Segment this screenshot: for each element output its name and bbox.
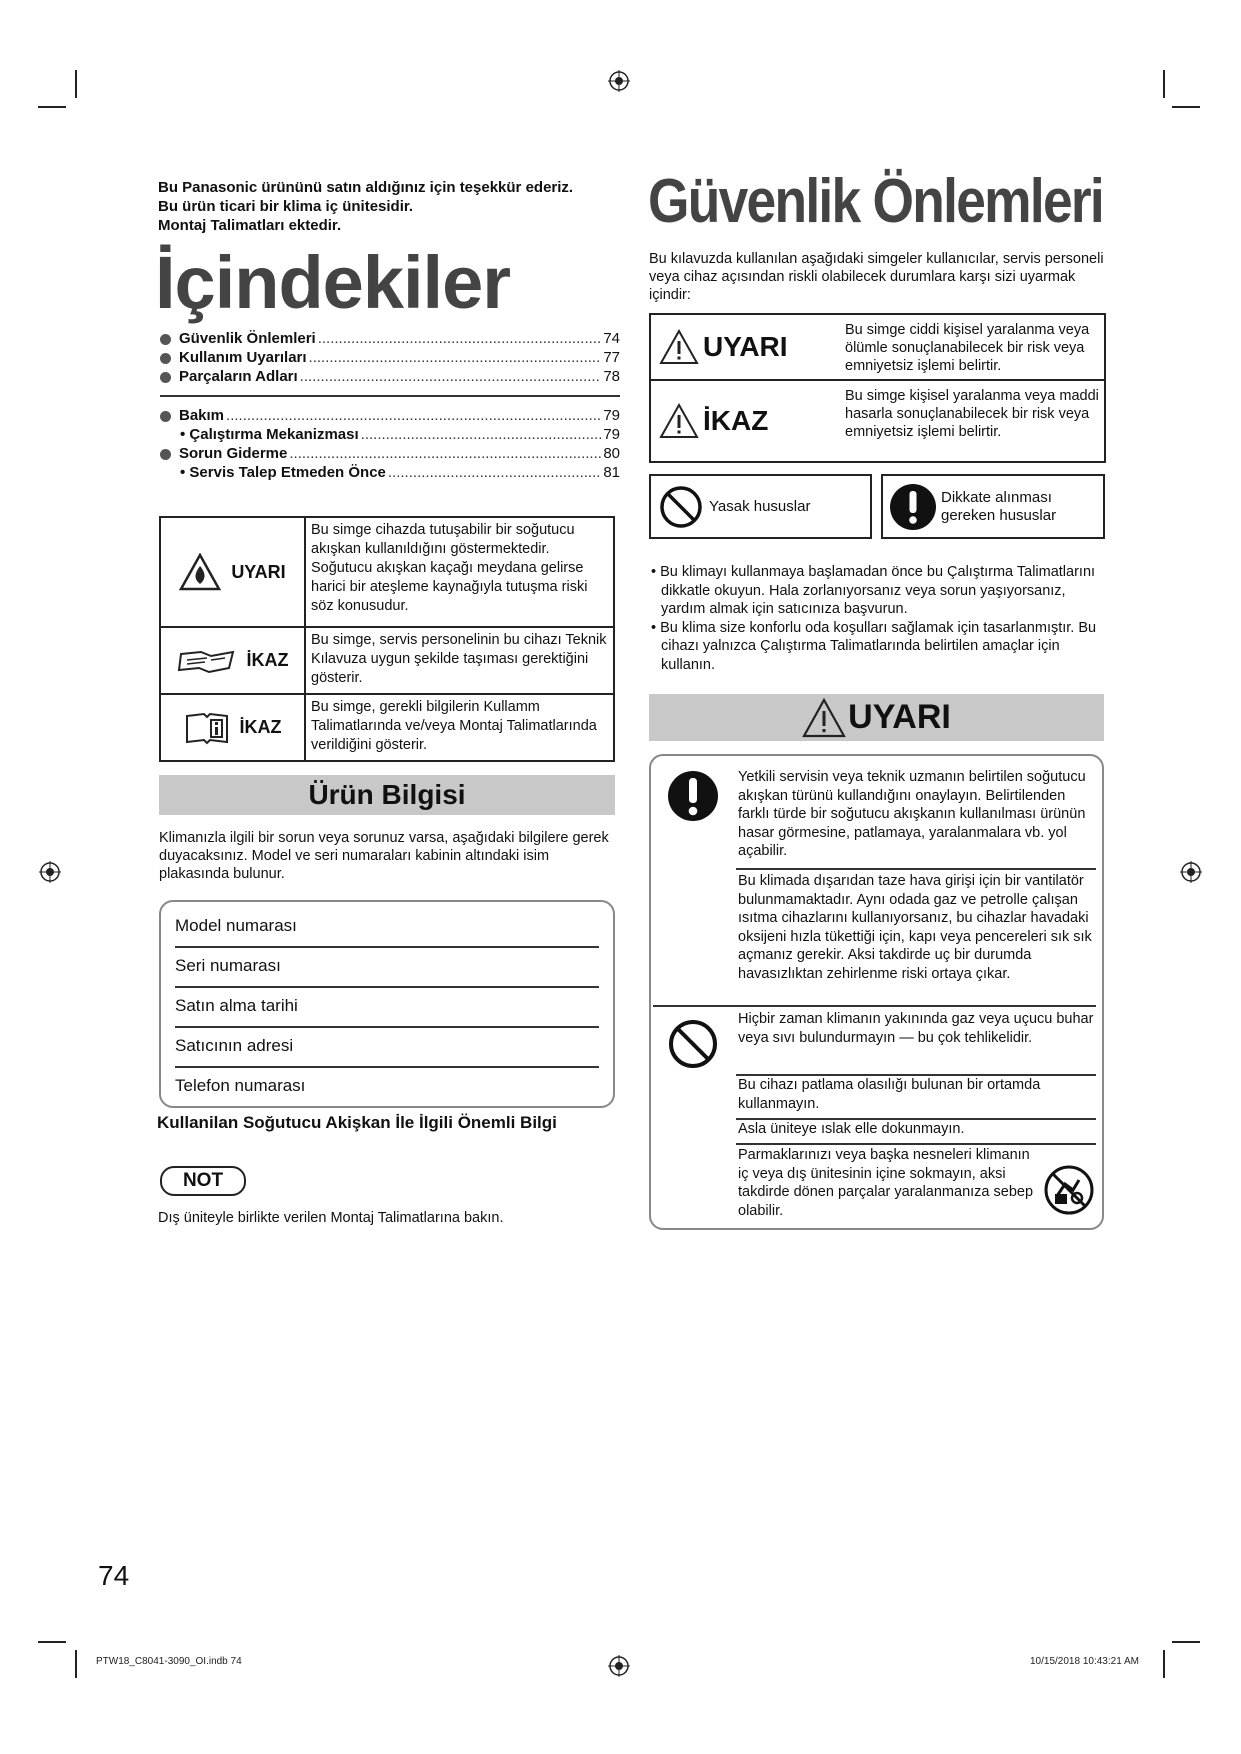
symbol-label: İKAZ: [246, 650, 289, 670]
crop-mark: [38, 1641, 66, 1643]
signal-label: İKAZ: [703, 405, 769, 436]
crop-mark: [1163, 70, 1165, 98]
crop-mark: [1163, 1650, 1165, 1678]
bullet-icon: [160, 372, 171, 383]
crop-mark: [1172, 106, 1200, 108]
bullet-icon: [160, 334, 171, 345]
footer-date: 10/15/2018 10:43:21 AM: [1030, 1656, 1139, 1667]
note-badge: NOT: [160, 1166, 246, 1196]
symbol-description: Bu simge, servis personelinin bu cihazı Teknik Kılavuza uygun şekilde taşıması gerektiğini gösterir.: [311, 632, 607, 686]
toc-item[interactable]: Bakım ..... 79: [160, 407, 620, 426]
crop-mark: [75, 70, 77, 98]
symbol-description: Bu simge cihazda tutuşabilir bir soğutucu akışkan kullanıldığını göstermektedir. Soğutucu akışkan kaçağı meydana gelirse harici bir ateşleme kaynağıyla tutuşma riski söz konusudur.: [311, 522, 588, 614]
warning-divider: [653, 1005, 1096, 1007]
warning-divider: [736, 1143, 1096, 1145]
registration-mark-icon: [608, 70, 630, 92]
refrigerant-heading: Kullanilan Soğutucu Akişkan İle İlgili Önemli Bilgi: [157, 1113, 557, 1132]
mandatory-action-icon: [667, 770, 719, 822]
warning-item: Parmaklarınızı veya başka nesneleri klimanın iç veya dış ünitesinin içine sokmayın, aksi takdirde dönen parçalar yaralanmanıza sebep olabilir.: [738, 1147, 1034, 1219]
prohibited-icon: [667, 1018, 719, 1070]
bullet-icon: [160, 449, 171, 460]
safety-intro: Bu kılavuzda kullanılan aşağıdaki simgeler kullanıcılar, servis personeli veya cihaz açısından riskli olabilecek durumlara karşı sizi uyarmak içindir:: [649, 251, 1104, 303]
no-fingers-fan-icon: [1043, 1164, 1095, 1216]
signal-row: [651, 379, 1104, 461]
attention-legend: [881, 474, 1105, 539]
symbol-row: [161, 693, 613, 760]
prohibited-legend: [649, 474, 872, 539]
signal-row: [651, 315, 1104, 379]
toc-item[interactable]: Sorun Giderme ..... 80: [160, 445, 620, 464]
symbol-description: Bu simge, gerekli bilgilerin Kullamm Talimatlarında ve/veya Montaj Talimatlarında verildiğini gösterir.: [311, 699, 597, 753]
caution-triangle-icon: [659, 403, 699, 439]
prohibited-label: Yasak hususlar: [709, 497, 811, 515]
product-info-heading: Ürün Bilgisi: [159, 775, 615, 815]
toc-item[interactable]: Güvenlik Önlemleri ..... 74: [160, 330, 620, 349]
table-of-contents: [160, 330, 620, 483]
prohibited-icon: [659, 485, 703, 529]
usage-notes: [649, 563, 1109, 674]
phone-number-field[interactable]: Telefon numarası: [175, 1076, 306, 1095]
intro-line: Montaj Talimatları ektedir.: [158, 217, 342, 234]
warning-item: Yetkili servisin veya teknik uzmanın belirtilen soğutucu akışkan türünü kullandığını onaylayın. Belirtilenden farklı türde bir soğutucu akışkanın kullanılması ürünün hasar görmesine, patlamaya, yaralanmalara vb. yol açabilir.: [738, 769, 1086, 859]
signal-description: Bu simge kişisel yaralanma veya maddi hasarla sonuçlanabilecek bir risk veya emniyetsiz işlemi belirtir.: [845, 388, 1099, 440]
service-manual-icon: [177, 646, 237, 676]
dealer-address-field[interactable]: Satıcının adresi: [175, 1028, 599, 1068]
purchase-date-field[interactable]: Satın alma tarihi: [175, 988, 599, 1028]
warning-item: Asla üniteye ıslak elle dokunmayın.: [738, 1121, 965, 1137]
footer-file: PTW18_C8041-3090_OI.indb 74: [96, 1656, 242, 1667]
flammable-warning-icon: [179, 553, 221, 591]
warning-item: Bu cihazı patlama olasılığı bulunan bir ortamda kullanmayın.: [738, 1077, 1041, 1112]
signal-words-table: [649, 313, 1106, 463]
warning-triangle-icon: [802, 698, 846, 738]
toc-item[interactable]: Kullanım Uyarıları ..... 77: [160, 349, 620, 368]
warning-triangle-icon: [659, 329, 699, 365]
signal-description: Bu simge ciddi kişisel yaralanma veya ölümle sonuçlanabilecek bir risk veya emniyetsiz işlemi belirtir.: [845, 322, 1090, 374]
crop-mark: [75, 1650, 77, 1678]
safety-title: Güvenlik Önlemleri: [648, 167, 1104, 236]
symbol-row: [161, 626, 613, 693]
product-info-form: [159, 900, 615, 1108]
symbol-row: [161, 518, 613, 626]
refrigerant-note: Dış üniteyle birlikte verilen Montaj Talimatlarına bakın.: [158, 1210, 504, 1226]
usage-note-item: • Bu klima size konforlu oda koşulları sağlamak için tasarlanmıştır. Bu cihazı yalnızca Çalıştırma Talimatlarında belirtilen amaçlar için kullanın.: [651, 619, 1097, 673]
registration-mark-icon: [608, 1655, 630, 1677]
warning-divider: [736, 868, 1096, 870]
registration-mark-icon: [39, 861, 61, 883]
registration-mark-icon: [1180, 861, 1202, 883]
attention-label: Dikkate alınması gereken hususlar: [941, 488, 1057, 524]
info-book-icon: [184, 711, 230, 745]
warning-heading: [649, 694, 1104, 741]
toc-subitem[interactable]: • Servis Talep Etmeden Önce ..... 81: [160, 464, 620, 483]
symbol-label: İKAZ: [239, 717, 282, 737]
toc-subitem[interactable]: • Çalıştırma Mekanizması ..... 79: [160, 426, 620, 445]
warning-item: Hiçbir zaman klimanın yakınında gaz veya uçucu buhar veya sıvı bulundurmayın — bu çok tehlikelidir.: [738, 1011, 1094, 1046]
toc-item[interactable]: Parçaların Adları ..... 78: [160, 368, 620, 387]
model-number-field[interactable]: Model numarası: [175, 908, 599, 948]
symbols-table: [159, 516, 615, 762]
symbol-label: UYARI: [231, 561, 286, 582]
intro-line: Bu ürün ticari bir klima iç ünitesidir.: [158, 198, 414, 215]
toc-divider: [160, 395, 620, 397]
product-info-text: Klimanızla ilgili bir sorun veya sorunuz varsa, aşağıdaki bilgilere gerek duyacaksınız. Model ve seri numaraları kabinin altındaki isim plakasında bulunur.: [159, 830, 609, 882]
crop-mark: [38, 106, 66, 108]
usage-note-item: • Bu klimayı kullanmaya başlamadan önce bu Çalıştırma Talimatlarını dikkatle okuyun. Hala zorlanıyorsanız veya sorun yaşıyorsanız, yardım almak için satıcınıza başvurun.: [651, 564, 1096, 617]
intro-text: [158, 178, 628, 235]
warning-item: Bu klimada dışarıdan taze hava girişi için bir vantilatör bulunmamaktadır. Aynı odada gaz ve petrolle çalışan ısıtma cihazlarını kullanıyorsanız, bu cihazlar havadaki oksijeni hızla tükettiği için, kapı veya pencereleri sık sık açmanız gerekir. Aksi takdirde uç bir durumda havasızlıktan zehirlenme riski ortaya çıkar.: [738, 873, 1092, 982]
page-number: 74: [98, 1560, 130, 1591]
serial-number-field[interactable]: Seri numarası: [175, 948, 599, 988]
intro-line: Bu Panasonic ürününü satın aldığınız için teşekkür ederiz.: [158, 179, 574, 196]
crop-mark: [1172, 1641, 1200, 1643]
warning-heading-label: UYARI: [848, 698, 951, 736]
contents-title: İçindekiler: [155, 241, 511, 324]
bullet-icon: [160, 353, 171, 364]
signal-label: UYARI: [703, 331, 788, 362]
bullet-icon: [160, 411, 171, 422]
warnings-box: [649, 754, 1104, 1230]
mandatory-action-icon: [889, 483, 937, 531]
